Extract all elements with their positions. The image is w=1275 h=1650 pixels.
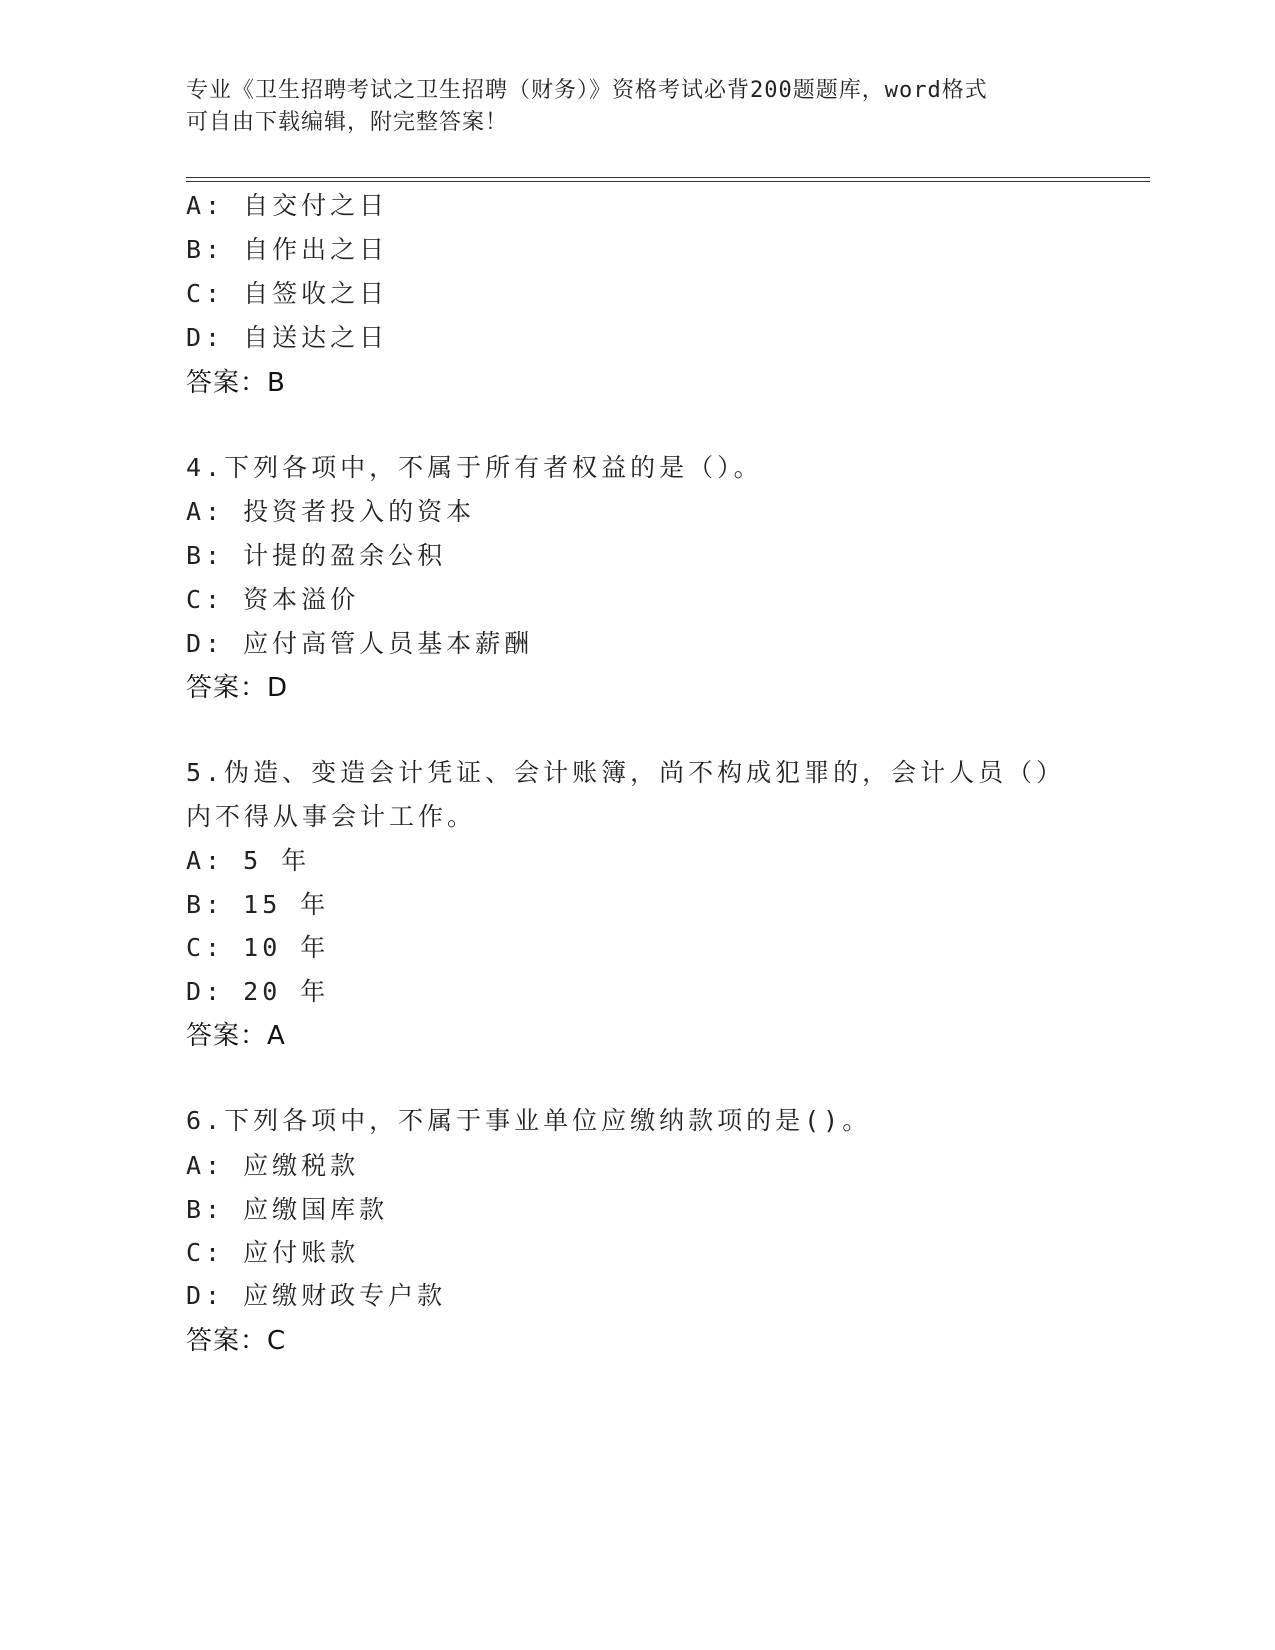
q5-stem-line-1: 5.伪造、变造会计凭证、会计账簿，尚不构成犯罪的，会计人员（）	[186, 758, 1066, 787]
header-divider-top	[186, 177, 1150, 178]
q3-option-a: A: 自交付之日	[186, 191, 389, 220]
q4-option-d: D: 应付高管人员基本薪酬	[186, 629, 534, 658]
q6-answer: 答案：C	[186, 1326, 287, 1356]
q6-option-c: C: 应付账款	[186, 1238, 360, 1267]
q4-option-c: C: 资本溢价	[186, 585, 360, 614]
q3-option-d: D: 自送达之日	[186, 323, 389, 352]
q5-answer: 答案：A	[186, 1021, 286, 1051]
q3-answer: 答案：B	[186, 368, 286, 398]
header-title-line-2: 可自由下载编辑，附完整答案！	[186, 110, 509, 135]
q3-option-b: B: 自作出之日	[186, 235, 389, 264]
q6-stem: 6.下列各项中，不属于事业单位应缴纳款项的是()。	[186, 1106, 872, 1135]
q4-option-a: A: 投资者投入的资本	[186, 497, 476, 526]
q4-stem: 4.下列各项中，不属于所有者权益的是（）。	[186, 453, 763, 482]
q3-option-c: C: 自签收之日	[186, 279, 389, 308]
q4-answer: 答案：D	[186, 673, 289, 703]
q6-option-d: D: 应缴财政专户款	[186, 1281, 447, 1310]
q5-option-d: D: 20 年	[186, 977, 330, 1006]
header-divider-bottom	[186, 181, 1150, 182]
q5-option-b: B: 15 年	[186, 890, 330, 919]
q5-stem-line-2: 内不得从事会计工作。	[186, 802, 477, 831]
q5-option-c: C: 10 年	[186, 933, 330, 962]
q6-option-b: B: 应缴国库款	[186, 1195, 389, 1224]
q6-option-a: A: 应缴税款	[186, 1151, 360, 1180]
header-title-line-1: 专业《卫生招聘考试之卫生招聘（财务）》资格考试必背200题题库，word格式	[186, 78, 988, 103]
q5-option-a: A: 5 年	[186, 846, 311, 875]
q4-option-b: B: 计提的盈余公积	[186, 541, 447, 570]
document-header	[186, 75, 1076, 139]
